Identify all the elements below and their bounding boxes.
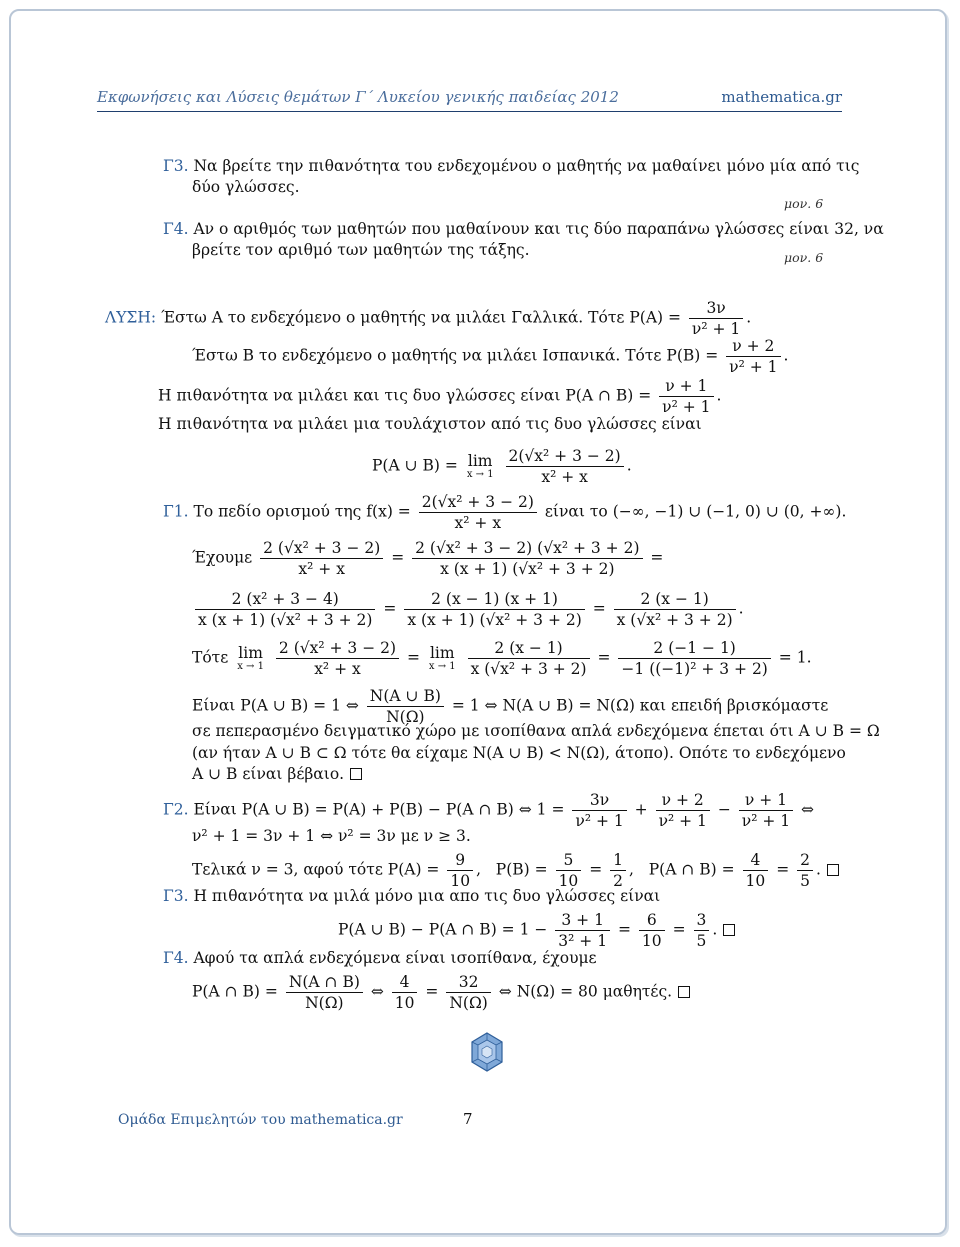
limit: lim x → 1 (428, 644, 456, 672)
fraction: $\frac{2 (x - 1)}{\text{x (√x² + 3 + 2)}}$ (468, 638, 590, 679)
solution-label: ΛΥΣΗ: (105, 308, 157, 327)
limit: lim x → 1 (237, 644, 264, 672)
fraction: $\frac{\text{2 (√x² + 3 − 2) (√x² + 3 + 2)}}{\text{x (x + 1) (√x² + 3 + 2)}}$ (412, 538, 642, 579)
question-label: Γ3. (163, 157, 189, 175)
question-label: Γ2. (163, 800, 189, 819)
g1-line4: Τότε lim x → 1 $\frac{\text{2 (√x² + 3 − 2)}}{\text{x² + x}}$ = lim x → 1 $\frac{2 (x - 1)}{\text{x (√x² + 3 + 2)}}$ = $\frac{2 (-1 - 1)}{\text{−1 ((−1)² + 3 + 2)}}$ = 1. (192, 639, 812, 678)
fraction: $\frac{N(A \cap B)}{N(\Omega)}$ (286, 972, 363, 1013)
fraction: $\frac{6}{10}$ (639, 910, 665, 951)
fraction: $\frac{\nu + 2}{\text{ν² + 1}}$ (656, 790, 710, 831)
qed-square-icon (678, 986, 690, 998)
g1-line3: $\frac{\text{2 (x² + 3 − 4)}}{\text{x (x + 1) (√x² + 3 + 2)}}$ = $\frac{2 (x - 1) (x + 1)}{\text{x (x + 1) (√x² + 3 + 2)}}$ = $\frac{2 (x - 1)}{\text{x (√x² + 3 + 2)}}$ . (192, 589, 744, 630)
fraction: $\frac{\nu + 2}{\text{ν² + 1}}$ (726, 336, 780, 377)
fraction: $\frac{3 + 1}{\text{3² + 1}}$ (555, 910, 610, 951)
header-rule (97, 111, 842, 112)
fraction: $\frac{2 (-1 - 1)}{\text{−1 ((−1)² + 3 + 2)}}$ (618, 638, 770, 679)
solution-line4: Η πιθανότητα να μιλάει μια τουλάχιστον από τις δυο γλώσσες είναι (158, 415, 702, 433)
fraction: $\frac{4}{10}$ (743, 850, 769, 891)
g2-line1: Γ2. Είναι P(A ∪ B) = P(A) + P(B) − P(A ∩ B) ⇔ 1 = $\frac{3\nu}{\text{ν² + 1}}$ + $\frac{\nu + 2}{\text{ν² + 1}}$ − $\frac{\nu + 1}{\text{ν² + 1}}$ ⇔ (163, 791, 815, 830)
g4-line2: P(A ∩ B) = $\frac{N(A \cap B)}{N(\Omega)}$ ⇔ $\frac{4}{10}$ = $\frac{32}{N(\Omega)}$ ⇔ N(Ω) = 80 μαθητές. (192, 972, 690, 1013)
fraction: $\frac{2 (x - 1)}{\text{x (√x² + 3 + 2)}}$ (614, 589, 736, 630)
solution-line5: P(A ∪ B) = lim x → 1 $\frac{\text{2(√x² + 3 − 2)}}{\text{x² + x}}$ . (372, 447, 632, 486)
g2-line3: Τελικά ν = 3, αφού τότε P(A) = $\frac{9}{10}$ , P(B) = $\frac{5}{10}$ = $\frac{1}{2}$ , P(A ∩ B) = $\frac{4}{10}$ = $\frac{2}{5}$ . (192, 850, 839, 891)
solution-line1: ΛΥΣΗ: Έστω A το ενδεχόμενο ο μαθητής να μιλάει Γαλλικά. Τότε P(A) = $\frac{3\nu}{\text{ν² + 1}}$ . (105, 299, 752, 338)
solution-line2: Έστω B το ενδεχόμενο ο μαθητής να μιλάει Ισπανικά. Τότε P(B) = $\frac{\nu + 2}{\text{ν² + 1}}$ . (192, 337, 789, 376)
solution-line3: Η πιθανότητα να μιλάει και τις δυο γλώσσες είναι P(A ∩ B) = $\frac{\nu + 1}{\text{ν² + 1}}$ . (158, 377, 722, 416)
fraction: $\frac{\text{2 (x² + 3 − 4)}}{\text{x (x + 1) (√x² + 3 + 2)}}$ (195, 589, 375, 630)
points-g3: μον. 6 (784, 196, 824, 211)
question-label: Γ4. (163, 220, 189, 238)
footer-team: Ομάδα Επιμελητών του mathematica.gr (118, 1112, 403, 1128)
fraction: $\frac{2}{5}$ (797, 850, 813, 891)
g3-line1: Γ3. Η πιθανότητα να μιλά μόνο μια απο τις δυο γλώσσες είναι (163, 887, 661, 905)
limit: lim x → 1 (466, 452, 494, 480)
g1-line2: Έχουμε $\frac{\text{2 (√x² + 3 − 2)}}{\text{x² + x}}$ = $\frac{\text{2 (√x² + 3 − 2) (√x² + 3 + 2)}}{\text{x (x + 1) (√x² + 3 + 2)}}$ = (192, 539, 664, 578)
fraction: $\frac{\text{2 (√x² + 3 − 2)}}{\text{x² + x}}$ (260, 538, 383, 579)
question-label: Γ3. (163, 887, 189, 905)
fraction: $\frac{9}{10}$ (447, 850, 473, 891)
g4-line1: Γ4. Αφού τα απλά ενδεχόμενα είναι ισοπίθανα, έχουμε (163, 949, 597, 967)
fraction: $\frac{2 (x - 1) (x + 1)}{\text{x (x + 1) (√x² + 3 + 2)}}$ (404, 589, 584, 630)
g3-line2: P(A ∪ B) − P(A ∩ B) = 1 − $\frac{3 + 1}{\text{3² + 1}}$ = $\frac{6}{10}$ = $\frac{3}{5}$ . (338, 910, 735, 951)
fraction: $\frac{N(A \cup B)}{N(\Omega)}$ (367, 686, 444, 727)
fraction: $\frac{5}{10}$ (556, 850, 582, 891)
header-site[interactable]: mathematica.gr (721, 88, 842, 106)
fraction: $\frac{\text{2(√x² + 3 − 2)}}{\text{x² + x}}$ (419, 492, 537, 533)
fraction: $\frac{\text{2(√x² + 3 − 2)}}{\text{x² + x}}$ (506, 446, 624, 487)
fraction: $\frac{3\nu}{\text{ν² + 1}}$ (572, 790, 626, 831)
fraction: $\frac{\text{2 (√x² + 3 − 2)}}{\text{x² + x}}$ (276, 638, 399, 679)
qed-square-icon (723, 924, 735, 936)
fraction: $\frac{\nu + 1}{\text{ν² + 1}}$ (659, 376, 713, 417)
fraction: $\frac{1}{2}$ (610, 850, 626, 891)
question-g4-line2: βρείτε τον αριθμό των μαθητών της τάξης. (192, 241, 530, 259)
fraction: $\frac{3\nu}{\text{ν² + 1}}$ (689, 298, 743, 339)
question-g3-line1: Γ3. Να βρείτε την πιθανότητα του ενδεχομένου ο μαθητής να μαθαίνει μόνο μία από τις (163, 157, 860, 175)
g1-line7: (αν ήταν A ∪ B ⊂ Ω τότε θα είχαμε N(A ∪ B) < N(Ω), άτοπο). Οπότε το ενδεχόμενο (192, 744, 846, 762)
question-label: Γ1. (163, 502, 189, 521)
header-title: Εκφωνήσεις και Λύσεις θεμάτων Γ΄ Λυκείου γενικής παιδείας 2012 (97, 88, 619, 106)
question-g3-line2: δύο γλώσσες. (192, 178, 300, 196)
fraction: $\frac{4}{10}$ (392, 972, 418, 1013)
g2-line2: ν² + 1 = 3ν + 1 ⇔ ν² = 3ν με ν ≥ 3. (192, 827, 471, 845)
question-label: Γ4. (163, 949, 189, 967)
fraction: $\frac{3}{5}$ (694, 910, 710, 951)
polyhedron-logo-icon (470, 1032, 504, 1072)
qed-square-icon (827, 864, 839, 876)
g1-line1: Γ1. Το πεδίο ορισμού της f(x) = $\frac{\text{2(√x² + 3 − 2)}}{\text{x² + x}}$ είναι το (−∞, −1) ∪ (−1, 0) ∪ (0, +∞). (163, 493, 847, 532)
fraction: $\frac{\nu + 1}{\text{ν² + 1}}$ (739, 790, 793, 831)
g1-line5: Είναι P(A ∪ B) = 1 ⇔ $\frac{N(A \cup B)}{N(\Omega)}$ = 1 ⇔ N(A ∪ B) = N(Ω) και επειδή βρισκόμαστε (192, 687, 829, 726)
fraction: $\frac{32}{N(\Omega)}$ (446, 972, 491, 1013)
qed-square-icon (350, 768, 362, 780)
question-g4-line1: Γ4. Αν ο αριθμός των μαθητών που μαθαίνουν και τις δύο παραπάνω γλώσσες είναι 32, να (163, 220, 884, 238)
g1-line6: σε πεπερασμένο δειγματικό χώρο με ισοπίθανα απλά ενδεχόμενα έπεται ότι A ∪ B = Ω (192, 722, 880, 740)
points-g4: μον. 6 (784, 250, 824, 265)
g1-line8: A ∪ B είναι βέβαιο. (192, 764, 362, 784)
page-number: 7 (463, 1110, 473, 1128)
